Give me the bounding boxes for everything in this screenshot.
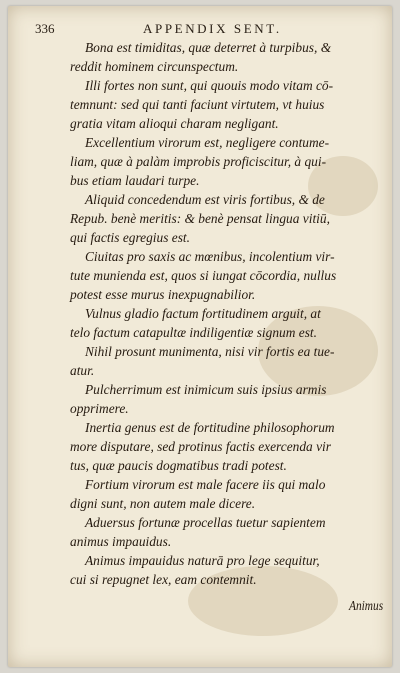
page-number: 336 <box>35 21 55 36</box>
text-line: telo factum catapultæ indiligentiæ signum est. <box>70 325 317 340</box>
book-page <box>8 6 392 667</box>
running-head <box>35 21 385 37</box>
text-line: liam, quæ à palàm improbis proficiscitur, à qui- <box>70 154 327 169</box>
catchword: Animus <box>349 598 384 613</box>
text-line: Inertia genus est de fortitudine philosophorum <box>85 420 335 435</box>
text-line: atur. <box>70 363 95 378</box>
text-line: cui si repugnet lex, eam contemnit. <box>70 572 257 587</box>
text-line: Bona est timiditas, quæ deterret à turpibus, & <box>85 40 332 55</box>
text-line: digni sunt, non autem male dicere. <box>70 496 256 511</box>
running-title: APPENDIX SENT. <box>143 21 282 36</box>
text-line: Nihil prosunt munimenta, nisi vir fortis ea tue- <box>85 344 335 359</box>
text-line: Excellentium virorum est, negligere contume- <box>85 135 330 150</box>
text-line: animus impauidus. <box>70 534 172 549</box>
text-line: tus, quæ paucis dogmatibus tradi potest. <box>70 458 287 473</box>
text-line: Vulnus gladio factum fortitudinem arguit, at <box>85 306 321 321</box>
text-line: more disputare, sed protinus factis exercenda vir <box>70 439 331 454</box>
text-line: Aliquid concedendum est viris fortibus, & de <box>85 192 325 207</box>
text-line: Pulcherrimum est inimicum suis ipsius armis <box>85 382 327 397</box>
text-line: temnunt: sed qui tanti faciunt virtutem, vt huius <box>70 97 325 112</box>
text-line: tute munienda est, quos si iungat cōcordia, nullus <box>70 268 337 283</box>
text-line: opprimere. <box>70 401 129 416</box>
text-line: Aduersus fortunæ procellas tuetur sapientem <box>85 515 326 530</box>
text-block <box>35 40 385 630</box>
text-line: potest esse murus inexpugnabilior. <box>70 287 256 302</box>
text-line: Ciuitas pro saxis ac mœnibus, incolentium vir- <box>85 249 335 264</box>
text-line: Illi fortes non sunt, qui quouis modo vitam cō- <box>85 78 334 93</box>
text-line: gratia vitam alioqui charam negligant. <box>70 116 279 131</box>
text-line: bus etiam laudari turpe. <box>70 173 200 188</box>
text-line: reddit hominem circunspectum. <box>70 59 239 74</box>
text-line: qui factis egregius est. <box>70 230 191 245</box>
text-line: Fortium virorum est male facere iis qui malo <box>85 477 326 492</box>
text-line: Repub. benè meritis: & benè pensat lingua vitiū, <box>70 211 330 226</box>
text-line: Animus impauidus naturā pro lege sequitur, <box>85 553 320 568</box>
